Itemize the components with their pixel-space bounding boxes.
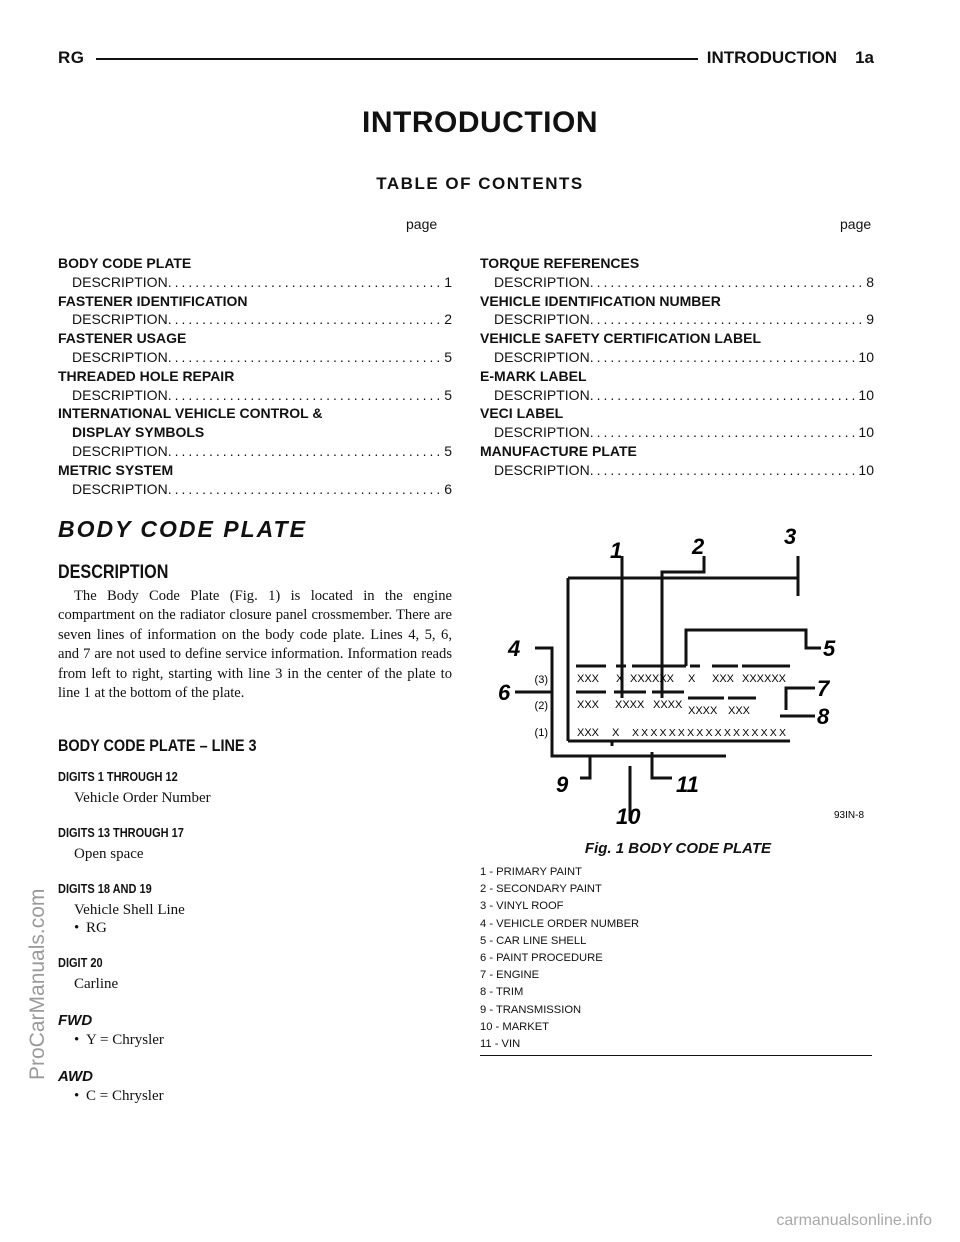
- toc-heading: THREADED HOLE REPAIR: [58, 367, 235, 384]
- subsection-title: BODY CODE PLATE – LINE 3: [58, 736, 257, 755]
- toc-entry-label: DESCRIPTION: [72, 348, 168, 365]
- toc-heading: FASTENER USAGE: [58, 330, 187, 347]
- legend-item: 9 - TRANSMISSION: [480, 1003, 582, 1016]
- legend-item: 8 - TRIM: [480, 986, 524, 999]
- plate-field: XXX: [728, 705, 751, 717]
- toc-entry-label: DESCRIPTION: [494, 386, 590, 403]
- toc-leader-dots: [590, 273, 865, 292]
- toc-entry[interactable]: [480, 386, 874, 405]
- plate-field: X: [612, 727, 620, 739]
- plate-line-2-tag: (2): [534, 700, 548, 712]
- digit-20-value: Carline: [74, 976, 119, 992]
- callout-7: 7: [817, 676, 830, 701]
- toc-entry-page: 2: [444, 311, 452, 328]
- toc-leader-dots: [168, 442, 443, 461]
- bullet-text: RG: [86, 920, 107, 936]
- toc-heading: FASTENER IDENTIFICATION: [58, 292, 248, 309]
- legend-item: 1 - PRIMARY PAINT: [480, 866, 582, 878]
- toc-leader-dots: [168, 348, 443, 367]
- toc-page-label-left: page: [406, 216, 438, 232]
- bullet-dot: •: [74, 920, 80, 936]
- toc-entry-label: DESCRIPTION: [72, 386, 168, 403]
- toc-entry-page: 8: [866, 273, 874, 290]
- plate-field: XXX: [577, 673, 600, 685]
- bullet-dot: •: [74, 1088, 80, 1104]
- toc-entry-label: DESCRIPTION: [494, 273, 590, 290]
- header-model-code: RG: [58, 48, 85, 67]
- digits-1-12-value: Vehicle Order Number: [74, 790, 211, 806]
- body-code-plate-diagram: [480, 516, 876, 836]
- toc-entry-page: 1: [444, 273, 452, 290]
- digits-18-19-bullet: [74, 920, 107, 937]
- legend-rule: [480, 1055, 872, 1056]
- toc-heading: VECI LABEL: [480, 405, 564, 422]
- toc-entry-page: 5: [444, 348, 452, 365]
- legend-item: 11 - VIN: [480, 1038, 521, 1051]
- toc-leader-dots: [590, 310, 865, 329]
- header-page-number: 1a: [855, 48, 874, 67]
- toc-entry-page: 10: [858, 386, 874, 403]
- bullet-text: Y = Chrysler: [86, 1032, 164, 1048]
- toc-leader-dots: [590, 423, 857, 442]
- toc-entry[interactable]: [58, 273, 452, 292]
- toc-entry[interactable]: [480, 348, 874, 367]
- digits-13-17-label: DIGITS 13 THROUGH 17: [58, 826, 184, 840]
- legend-item: 3 - VINYL ROOF: [480, 900, 564, 913]
- plate-line-1-tag: (1): [534, 727, 548, 739]
- toc-entry[interactable]: [58, 442, 452, 461]
- digit-20-label: DIGIT 20: [58, 956, 103, 970]
- header-rule: [96, 58, 698, 60]
- callout-5: 5: [823, 636, 836, 661]
- digits-18-19-label: DIGITS 18 AND 19: [58, 882, 152, 896]
- toc-entry[interactable]: [480, 310, 874, 329]
- toc-entry[interactable]: [58, 348, 452, 367]
- plate-field: X: [688, 673, 696, 685]
- plate-line-3-tag: (3): [534, 674, 548, 686]
- plate-field: XXX: [577, 727, 600, 739]
- toc-heading: VEHICLE SAFETY CERTIFICATION LABEL: [480, 330, 762, 347]
- toc-leader-dots: [168, 480, 443, 499]
- toc-entry-page: 10: [858, 348, 874, 365]
- toc-leader-dots: [168, 273, 443, 292]
- description-title: DESCRIPTION: [58, 562, 169, 583]
- callout-11: 11: [676, 772, 699, 797]
- toc-heading: DISPLAY SYMBOLS: [72, 424, 205, 441]
- callout-8: 8: [817, 704, 830, 729]
- figure-legend: [480, 864, 872, 1053]
- callout-1: 1: [610, 538, 623, 563]
- toc-entry-label: DESCRIPTION: [494, 424, 590, 441]
- toc-left-column: [58, 254, 452, 498]
- toc-leader-dots: [168, 310, 443, 329]
- toc-entry-label: DESCRIPTION: [72, 273, 168, 290]
- toc-entry-page: 5: [444, 442, 452, 459]
- callout-3: 3: [784, 524, 797, 549]
- legend-item: 5 - CAR LINE SHELL: [480, 934, 587, 947]
- plate-field: XXXXXX: [630, 673, 675, 685]
- plate-field: X: [616, 673, 624, 685]
- plate-field: XXX: [577, 699, 600, 711]
- toc-entry-label: DESCRIPTION: [494, 348, 590, 365]
- toc-heading: VEHICLE IDENTIFICATION NUMBER: [480, 292, 721, 309]
- awd-bullet: [74, 1088, 164, 1105]
- toc-entry[interactable]: [58, 480, 452, 499]
- legend-item: 7 - ENGINE: [480, 969, 540, 982]
- toc-entry[interactable]: [480, 273, 874, 292]
- plate-field: XXX: [712, 673, 735, 685]
- toc-leader-dots: [590, 386, 857, 405]
- digits-1-12-label: DIGITS 1 THROUGH 12: [58, 770, 178, 784]
- legend-item: 10 - MARKET: [480, 1020, 550, 1033]
- bullet-dot: •: [74, 1032, 80, 1048]
- callout-9: 9: [556, 772, 569, 797]
- toc-entry[interactable]: [58, 310, 452, 329]
- section-title: BODY CODE PLATE: [58, 516, 307, 542]
- callout-4: 4: [508, 636, 521, 661]
- figure-caption: Fig. 1 BODY CODE PLATE: [584, 840, 772, 857]
- header-section-name: INTRODUCTION: [706, 48, 838, 67]
- toc-heading: METRIC SYSTEM: [58, 461, 174, 478]
- plate-field: XXXX: [688, 705, 718, 717]
- toc-leader-dots: [590, 348, 857, 367]
- toc-entry-page: 10: [858, 424, 874, 441]
- toc-entry-page: 5: [444, 386, 452, 403]
- toc-entry-label: DESCRIPTION: [72, 311, 168, 328]
- digits-13-17-value: Open space: [74, 846, 144, 862]
- bottom-watermark: carmanualsonline.info: [776, 1212, 932, 1229]
- toc-entry[interactable]: [480, 461, 874, 480]
- digits-18-19-value: Vehicle Shell Line: [74, 902, 185, 918]
- plate-field: XXXX: [653, 699, 683, 711]
- toc-entry-page: 10: [858, 461, 874, 478]
- toc-leader-dots: [168, 386, 443, 405]
- callout-2: 2: [692, 534, 705, 559]
- side-watermark: ProCarManuals.com: [26, 888, 49, 1080]
- callout-10: 10: [616, 804, 641, 829]
- plate-field: XXXXXXXXXXXXXXXXX: [632, 727, 786, 739]
- legend-item: 4 - VEHICLE ORDER NUMBER: [480, 917, 640, 930]
- body-code-plate-figure: [480, 516, 876, 836]
- toc-entry-page: 9: [866, 311, 874, 328]
- fwd-bullet: [74, 1032, 164, 1049]
- toc-entry-label: DESCRIPTION: [72, 442, 168, 459]
- toc-heading: TORQUE REFERENCES: [480, 255, 640, 271]
- plate-field: XXXXXX: [742, 673, 787, 685]
- fwd-label: FWD: [58, 1012, 93, 1029]
- toc-heading: E-MARK LABEL: [480, 367, 587, 384]
- toc-entry-label: DESCRIPTION: [72, 480, 168, 497]
- page-title: INTRODUCTION: [362, 106, 598, 139]
- bullet-text: C = Chrysler: [86, 1088, 164, 1104]
- legend-item: 2 - SECONDARY PAINT: [480, 883, 602, 896]
- figure-code: 93IN-8: [833, 810, 864, 821]
- awd-label: AWD: [58, 1068, 93, 1085]
- toc-right-column: [480, 254, 874, 480]
- running-header: [58, 48, 874, 70]
- toc-leader-dots: [590, 461, 857, 480]
- toc-entry[interactable]: [480, 423, 874, 442]
- toc-heading: MANUFACTURE PLATE: [480, 442, 637, 459]
- toc-entry-label: DESCRIPTION: [494, 311, 590, 328]
- plate-field: XXXX: [615, 699, 645, 711]
- toc-heading: INTERNATIONAL VEHICLE CONTROL &: [58, 405, 323, 422]
- toc-heading: BODY CODE PLATE: [58, 255, 192, 271]
- toc-title: TABLE OF CONTENTS: [376, 174, 584, 193]
- toc-entry-page: 6: [444, 480, 452, 497]
- toc-entry[interactable]: [58, 386, 452, 405]
- callout-6: 6: [498, 680, 511, 705]
- toc-entry-label: DESCRIPTION: [494, 461, 590, 478]
- legend-item: 6 - PAINT PROCEDURE: [480, 952, 603, 965]
- toc-page-label-right: page: [840, 216, 872, 232]
- description-paragraph: The Body Code Plate (Fig. 1) is located in the engine compartment on the radiator closure panel crossmember. There are seven lines of information on the body code plate. Lines 4, 5, 6, and 7 are not used to define service information. Information reads from left to right, starting with line 3 in the center of the plate to line 1 at the bottom of the plate.: [58, 588, 452, 702]
- header-section: [707, 48, 874, 68]
